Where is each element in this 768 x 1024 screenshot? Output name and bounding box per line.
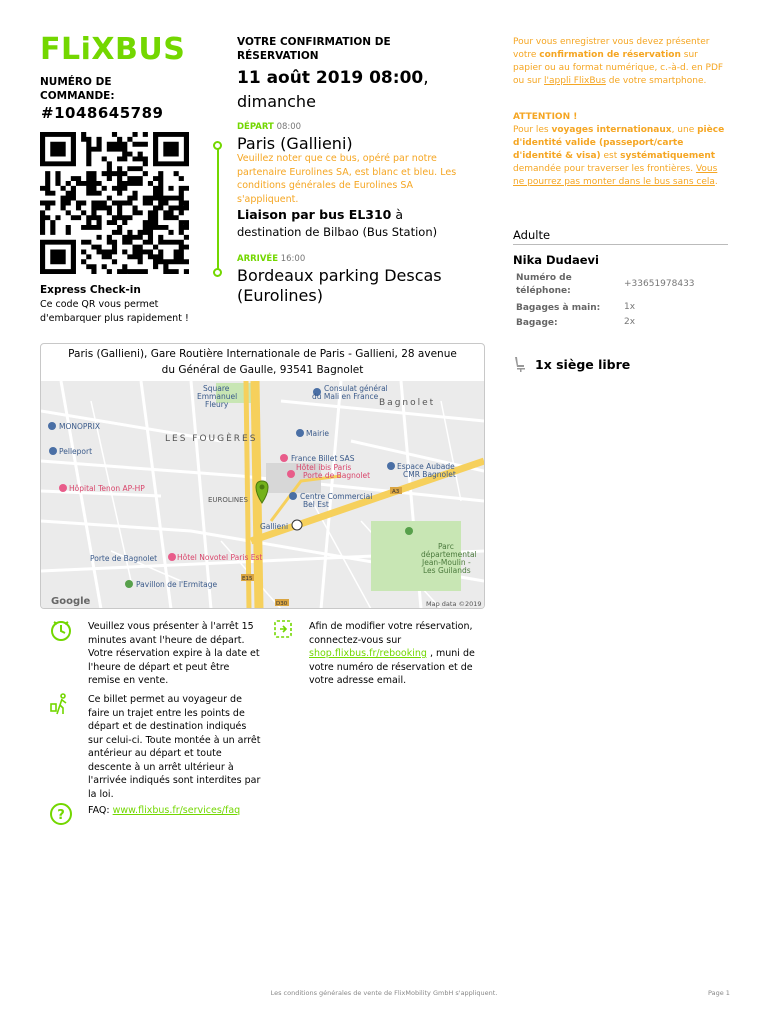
map-label-square-line1: Square — [203, 384, 230, 393]
map-label-gallieni: Gallieni — [260, 522, 289, 531]
faq-link[interactable]: www.flixbus.fr/services/faq — [112, 805, 241, 816]
departure-city: Paris (Gallieni) — [237, 134, 353, 153]
attn-part-e: est — [600, 151, 621, 161]
map-label-fougeres: LES FOUGÈRES — [165, 434, 258, 444]
attn-part-a: Pour les — [513, 125, 552, 135]
rebooking-note — [309, 620, 489, 688]
instr-bold-1: confirmation de réservation — [539, 50, 681, 60]
map-label-e15: E15 — [242, 576, 253, 582]
instr-text-3: de votre smartphone. — [605, 76, 707, 86]
map-label-parc-line4: Les Guilands — [423, 566, 471, 575]
departure-date-text: 11 août 2019 08:00 — [237, 68, 424, 88]
map-label-pelleport: Pelleport — [59, 447, 93, 456]
passenger-row-value: 1x — [624, 302, 636, 312]
map-label-square-line2: Emmanuel — [197, 392, 238, 401]
arrival-time: 16:00 — [280, 254, 306, 264]
passenger-row-key: Bagages à main: — [516, 303, 601, 313]
map-area[interactable] — [41, 381, 484, 609]
instr-text-2: sur papier ou au format numérique, c.-à-d. en PDF ou sur — [513, 50, 724, 86]
map-label-d30: D30 — [276, 601, 288, 607]
map-label-bagnolet: Bagnolet — [379, 398, 436, 408]
map-label-aubade-line2: CMR Bagnolet — [403, 470, 456, 479]
passenger-type: Adulte — [513, 228, 551, 242]
map-label-mairie: Mairie — [306, 429, 329, 438]
map-label-france-billet: France Billet SAS — [291, 454, 355, 463]
express-checkin-text: Ce code QR vous permet d'embarquer plus rapidement ! — [40, 299, 189, 324]
departure-time: 08:00 — [276, 122, 302, 132]
map-attribution: Map data ©2019 — [426, 600, 482, 608]
departure-label — [237, 122, 301, 132]
passenger-row-phone — [513, 272, 733, 300]
map-label-monoprix: MONOPRIX — [59, 422, 100, 431]
map-label-eurolines: EUROLINES — [208, 496, 248, 504]
attn-part-g: demandée pour traverser les frontières. — [513, 164, 696, 174]
seat-icon — [511, 355, 529, 373]
map-label-parc-line2: départemental — [421, 550, 477, 559]
attn-part-h: Vous ne pourrez pas monter dans le bus sans cela — [513, 164, 718, 187]
attention-title: ATTENTION ! — [513, 112, 578, 122]
route-number: Liaison par bus EL310 — [237, 207, 392, 222]
departure-weekday: dimanche — [237, 92, 316, 111]
departure-dot-icon — [213, 141, 222, 150]
map-label-centre-line1: Centre Commercial — [300, 492, 373, 501]
faq-line — [88, 804, 240, 818]
arrival-time-note: Veuillez vous présenter à l'arrêt 15 minutes avant l'heure de départ. Votre réservation expire à la date et l'heure de départ et peut être remise en vente. — [88, 621, 260, 686]
map-google-logo: Google — [51, 596, 91, 607]
map-label-centre-line2: Bel Est — [303, 500, 329, 509]
rebooking-text-a: Afin de modifier votre réservation, connectez-vous sur — [309, 621, 473, 646]
passenger-row-value: 2x — [624, 317, 636, 327]
map-label-aubade-line1: Espace Aubade — [397, 462, 455, 471]
express-checkin-title: Express Check-in — [40, 284, 141, 296]
attention-text — [513, 124, 728, 189]
order-number: #1048645789 — [41, 104, 164, 122]
departure-date — [237, 68, 429, 88]
faq-label: FAQ: — [88, 805, 113, 816]
map-label-porte: Porte de Bagnolet — [90, 554, 158, 563]
rebooking-icon — [271, 617, 295, 641]
attn-part-c: , une — [671, 125, 698, 135]
passenger-row-value: +33651978433 — [624, 279, 695, 289]
passenger-divider — [513, 244, 728, 245]
rebooking-text-b: , muni de votre numéro de réservation et de votre adresse email. — [309, 648, 475, 686]
attn-part-d: pièce d'identité valide (passeport/carte d'identité & visa) — [513, 125, 725, 161]
map-label-novotel: Hôtel Novotel Paris Est — [177, 553, 263, 562]
passenger-row-key: Bagage: — [516, 318, 558, 328]
operator-note: Veuillez noter que ce bus, opéré par notre partenaire Eurolines SA, est blanc et bleu. Les conditions générales de Eurolines SA s'appliquent. — [237, 153, 457, 205]
arrival-label-text: ARRIVÉE — [237, 254, 279, 264]
map-address: Paris (Gallieni), Gare Routière Internationale de Paris - Gallieni, 28 avenue du Général de Gaulle, 93541 Bagnolet — [68, 348, 457, 376]
map-label-a3: A3 — [392, 489, 400, 495]
map-label-ibis-line1: Hôtel ibis Paris — [296, 463, 352, 472]
map-label-consulat-line2: du Mali en France — [312, 392, 379, 401]
rebooking-link[interactable]: shop.flixbus.fr/rebooking — [309, 648, 427, 659]
departure-label-text: DÉPART — [237, 122, 274, 132]
seat-info: 1x siège libre — [535, 357, 631, 372]
attn-part-f: systématiquement — [620, 151, 716, 161]
footer-terms: Les conditions générales de vente de FlixMobility GmbH s'appliquent. — [270, 989, 498, 997]
timeline-line — [217, 145, 219, 273]
help-icon — [49, 802, 73, 826]
route-connector: à — [391, 207, 404, 222]
passenger-row-key: Numéro de téléphone: — [516, 273, 572, 296]
passenger-name: Nika Dudaevi — [513, 253, 599, 267]
map-label-square-line3: Fleury — [205, 400, 229, 409]
map-label-pavillon: Pavillon de l'Ermitage — [136, 580, 218, 589]
map-graphic — [41, 381, 484, 609]
qr-code — [40, 132, 189, 274]
traveler-luggage-icon — [49, 692, 73, 716]
map-label-parc-line1: Parc — [438, 542, 454, 551]
map-label-consulat-line1: Consulat général — [324, 384, 388, 393]
attn-part-b: voyages internationaux — [551, 125, 672, 135]
route-destination: destination de Bilbao (Bus Station) — [237, 225, 438, 239]
map-label-ibis-line2: Porte de Bagnolet — [303, 471, 371, 480]
flixbus-app-link[interactable]: l'appli FlixBus — [544, 76, 606, 86]
ticket-rules: Ce billet permet au voyageur de faire un trajet entre les points de départ et de destination indiqués sur celui-ci. Toute montée à un arrêt antérieur au départ et toute descente à un arrêt ultérieur à l'arrivée indiqués sont interdites par la loi. — [88, 694, 261, 800]
flixbus-logo: FLiXBUS — [40, 32, 186, 67]
date-comma: , — [423, 68, 429, 88]
page-number: Page 1 — [708, 989, 730, 997]
instr-text-1: Pour vous enregistrer vous devez présenter votre — [513, 37, 710, 60]
svg-text:?: ? — [57, 808, 65, 823]
map-label-tenon: Hôpital Tenon AP-HP — [69, 484, 145, 493]
route-line — [237, 207, 403, 222]
arrival-label — [237, 254, 305, 264]
map-label-parc-line3: Jean-Moulin - — [422, 558, 471, 567]
clock-icon — [49, 619, 73, 643]
order-number-label: NUMÉRO DE COMMANDE: — [40, 76, 115, 102]
attn-part-i: . — [714, 177, 718, 187]
arrival-city: Bordeaux parking Descas (Eurolines) — [237, 266, 442, 305]
location-map[interactable] — [40, 343, 485, 609]
arrival-dot-icon — [213, 268, 222, 277]
checkin-instructions — [513, 36, 728, 88]
confirmation-title: VOTRE CONFIRMATION DE RÉSERVATION — [237, 36, 391, 62]
